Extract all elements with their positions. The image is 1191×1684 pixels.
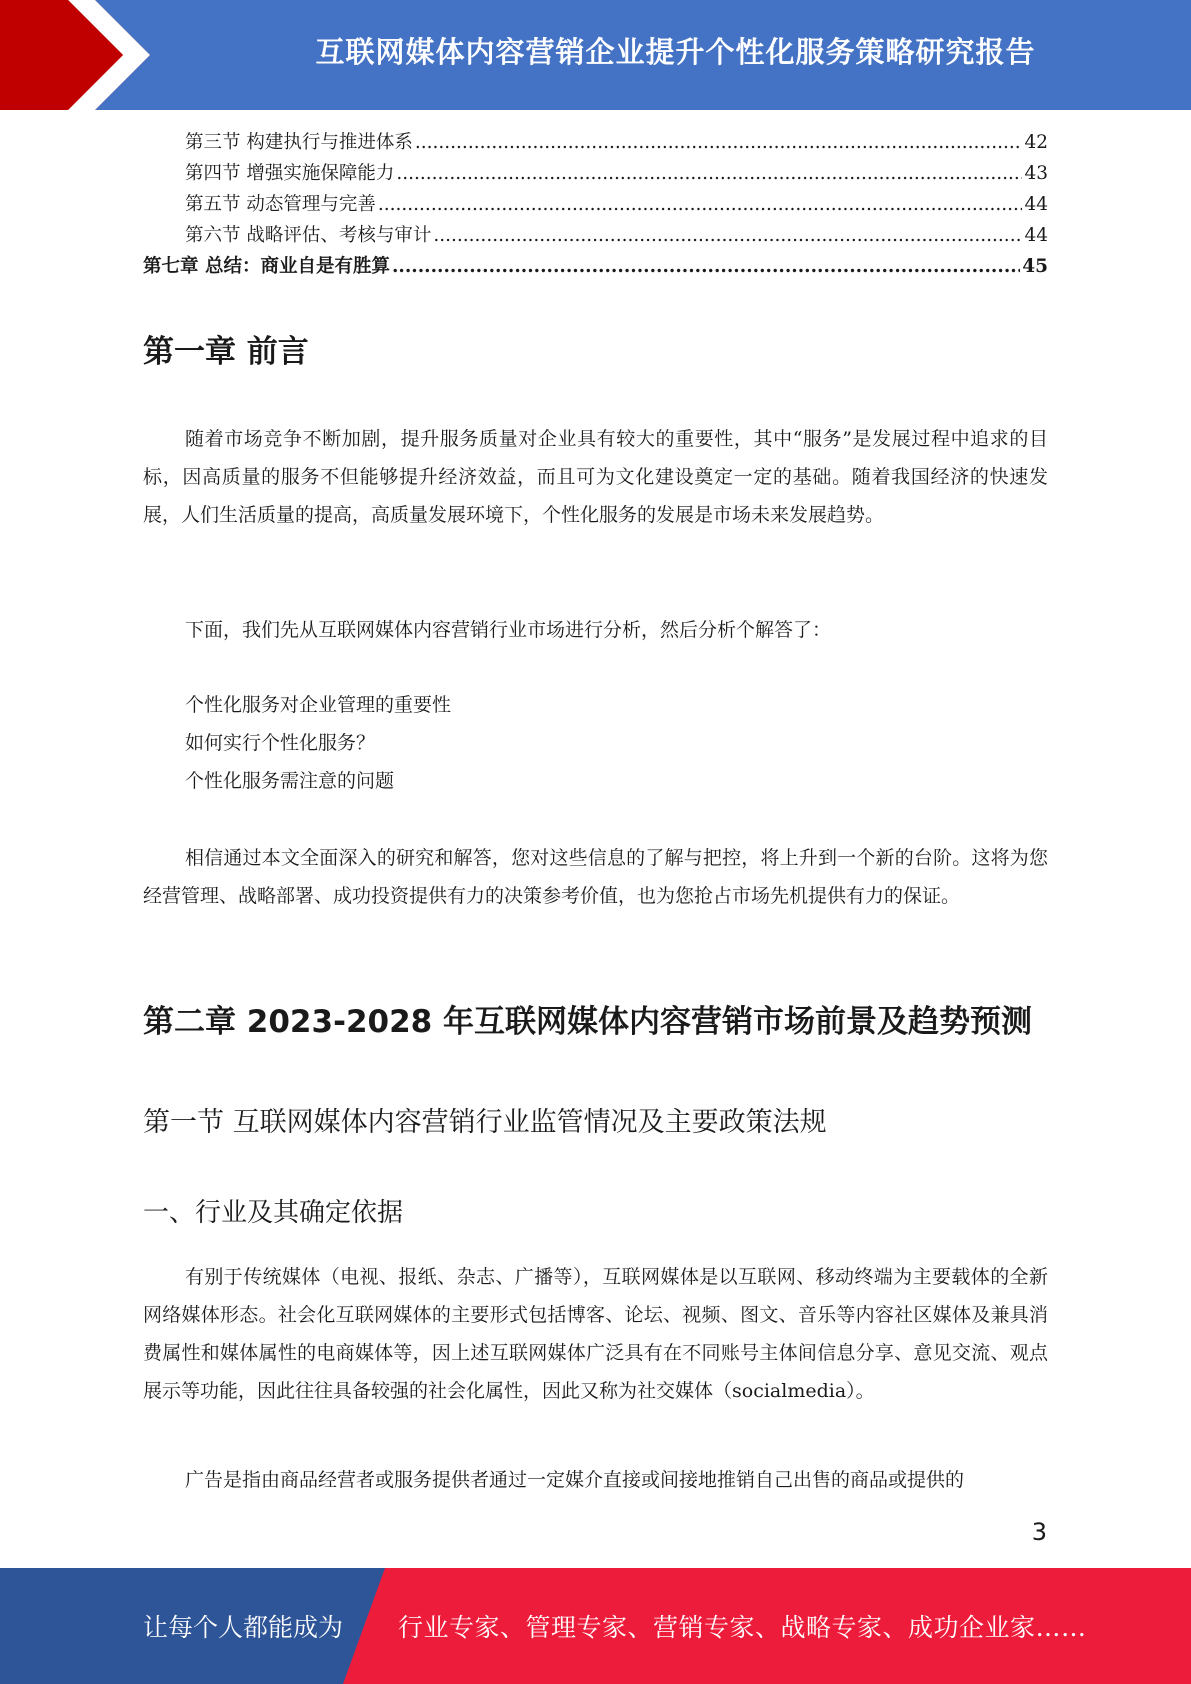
- footer-slogan-left: 让每个人都能成为: [143, 1613, 344, 1642]
- toc-entry[interactable]: [143, 190, 1048, 221]
- page-footer: [0, 1568, 1191, 1684]
- toc-leader-dots: [415, 132, 1023, 153]
- toc-entry-label: 第七章 总结：商业自是有胜算: [143, 256, 390, 277]
- subsection-1-heading: 一、行业及其确定依据: [143, 1198, 404, 1228]
- toc-entry-label: 第六节 战略评估、考核与审计: [185, 225, 432, 246]
- toc-leader-dots: [392, 256, 1020, 277]
- toc-leader-dots: [396, 163, 1022, 184]
- toc-entry-page: 43: [1024, 163, 1048, 184]
- toc-entry-label: 第四节 增强实施保障能力: [185, 163, 395, 184]
- question-list: [185, 686, 1045, 800]
- header-red-arrow-decoration: [0, 0, 160, 110]
- toc-leader-dots: [433, 225, 1022, 246]
- toc-entry[interactable]: [143, 159, 1048, 190]
- report-title: 互联网媒体内容营销企业提升个性化服务策略研究报告: [315, 34, 1036, 69]
- toc-entry-label: 第三节 构建执行与推进体系: [185, 132, 413, 153]
- chapter-1-paragraph-1: 随着市场竞争不断加剧，提升服务质量对企业具有较大的重要性，其中“服务”是发展过程中追求的目标，因高质量的服务不但能够提升经济效益，而且可为文化建设奠定一定的基础。随着我国经济的快速发展，人们生活质量的提高，高质量发展环境下，个性化服务的发展是市场未来发展趋势。: [143, 428, 1048, 526]
- toc-entry-chapter[interactable]: [143, 252, 1048, 283]
- toc-entry-page: 44: [1024, 194, 1048, 215]
- section-1-heading: 第一节 互联网媒体内容营销行业监管情况及主要政策法规: [143, 1107, 827, 1138]
- list-item: 个性化服务需注意的问题: [185, 770, 395, 792]
- page-number: 3: [1031, 1518, 1047, 1546]
- toc-entry-page: 42: [1024, 132, 1048, 153]
- chapter-2-heading: 第二章 2023-2028 年互联网媒体内容营销市场前景及趋势预测: [143, 1004, 1033, 1040]
- page-header: [0, 0, 1191, 110]
- chapter-1-paragraph-3: 相信通过本文全面深入的研究和解答，您对这些信息的了解与把控，将上升到一个新的台阶。这将为您经营管理、战略部署、成功投资提供有力的决策参考价值，也为您抢占市场先机提供有力的保证。: [143, 847, 1048, 907]
- table-of-contents: [143, 128, 1048, 283]
- toc-entry[interactable]: [143, 128, 1048, 159]
- chapter-1-paragraph-2: 下面，我们先从互联网媒体内容营销行业市场进行分析，然后分析个解答了：: [185, 619, 832, 641]
- chapter-2-paragraph-1: 有别于传统媒体（电视、报纸、杂志、广播等），互联网媒体是以互联网、移动终端为主要载体的全新网络媒体形态。社会化互联网媒体的主要形式包括博客、论坛、视频、图文、音乐等内容社区媒体及兼具消费属性和媒体属性的电商媒体等，因上述互联网媒体广泛具有在不同账号主体间信息分享、意见交流、观点展示等功能，因此往往具备较强的社会化属性，因此又称为社交媒体（socialmedia）。: [143, 1266, 1048, 1402]
- chapter-2-paragraph-2: 广告是指由商品经营者或服务提供者通过一定媒介直接或间接地推销自己出售的商品或提供的: [185, 1469, 965, 1491]
- toc-entry-page: 45: [1022, 256, 1048, 277]
- toc-entry[interactable]: [143, 221, 1048, 252]
- footer-slogan-right: 行业专家、管理专家、营销专家、战略专家、成功企业家……: [398, 1613, 1087, 1642]
- toc-entry-label: 第五节 动态管理与完善: [185, 194, 376, 215]
- list-item: 个性化服务对企业管理的重要性: [185, 694, 452, 716]
- chapter-1-heading: 第一章 前言: [143, 334, 309, 370]
- toc-entry-page: 44: [1024, 225, 1048, 246]
- list-item: 如何实行个性化服务？: [185, 732, 376, 754]
- toc-leader-dots: [378, 194, 1023, 215]
